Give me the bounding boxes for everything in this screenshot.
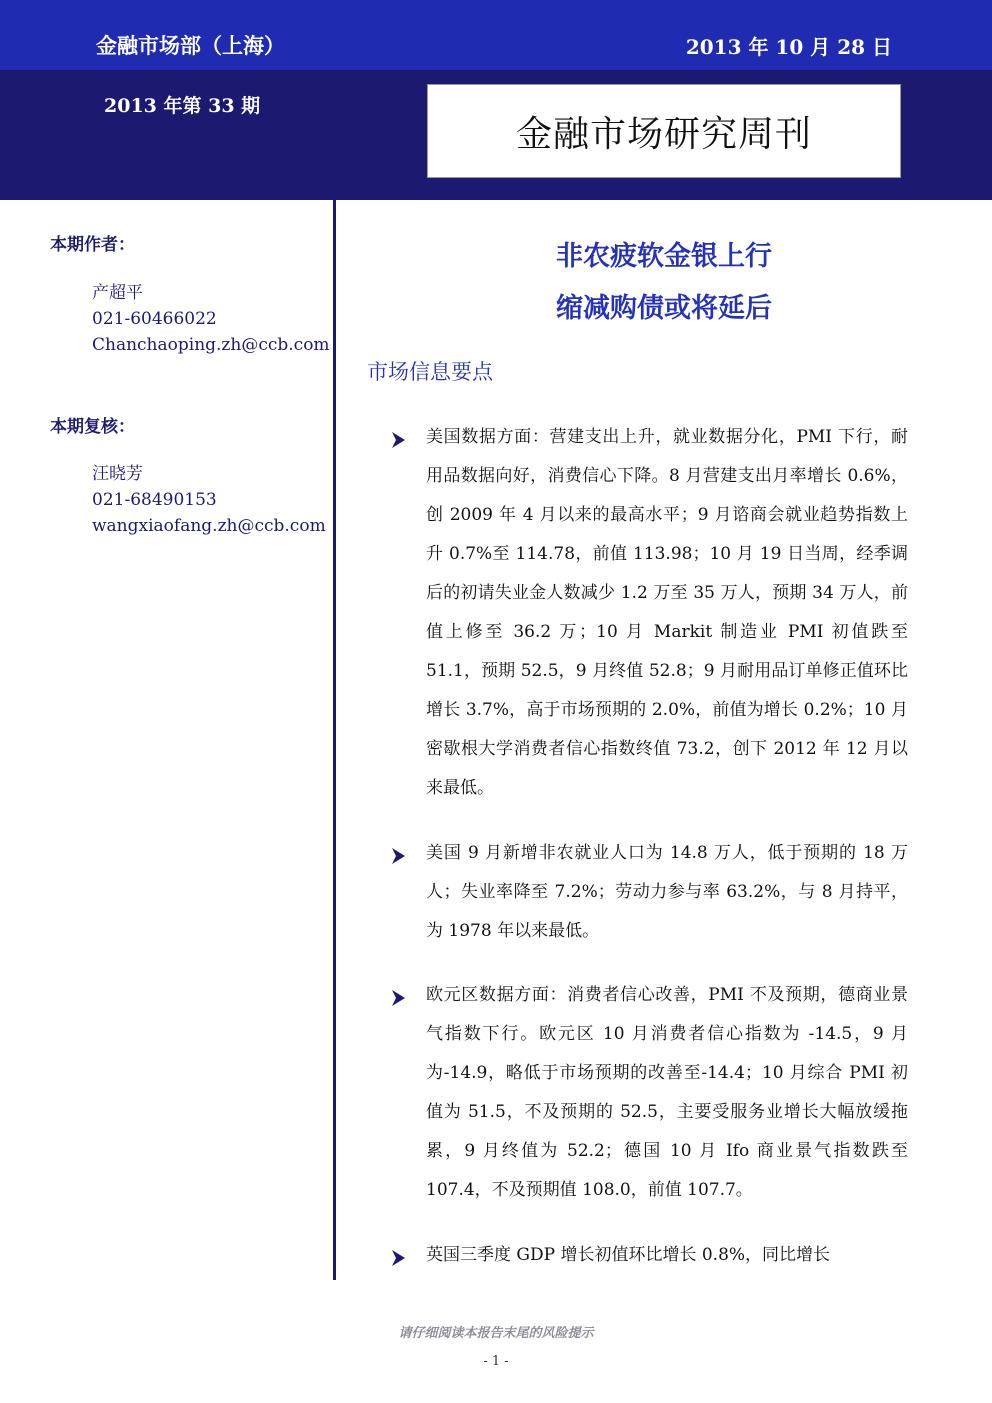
bullet-item bbox=[388, 976, 908, 1210]
author-info bbox=[92, 280, 330, 358]
bullet-text: 英国三季度 GDP 增长初值环比增长 0.8%，同比增长 bbox=[426, 1245, 831, 1265]
bullet-text: 美国数据方面：营建支出上升，就业数据分化，PMI 下行，耐用品数据向好，消费信心下降。8 月营建支出月率增长 0.6%，创 2009 年 4 月以来的最高水平；9 月谘商会就业趋势指数上升 0.7%至 114.78，前值 113.98；10 月 19 日当周，经季调后的初请失业金人数减少 1.2 万至 35 万人，预期 34 万人，前值上修至 36.2 万；10 月 Markit 制造业 PMI 初值跌至 51.1，预期 52.5，9 月终值 52.8；9 月耐用品订单修正值环比增长 3.7%，高于市场预期的 2.0%，前值为增长 0.2%；10 月密歇根大学消费者信心指数终值 73.2，创下 2012 年 12 月以来最低。 bbox=[426, 427, 908, 798]
reviewer-name: 汪晓芳 bbox=[92, 464, 143, 484]
arrow-bullet-icon bbox=[388, 1245, 408, 1271]
author-phone: 021-60466022 bbox=[92, 309, 217, 329]
department-name: 金融市场部（上海） bbox=[96, 34, 285, 58]
author-label: 本期作者： bbox=[50, 235, 135, 255]
author-email[interactable]: Chanchaoping.zh@ccb.com bbox=[92, 335, 330, 355]
publication-title-box bbox=[427, 84, 901, 178]
headline-line-1: 非农疲软金银上行 bbox=[556, 241, 772, 272]
bullet-item bbox=[388, 834, 908, 951]
bullet-text: 欧元区数据方面：消费者信心改善，PMI 不及预期，德商业景气指数下行。欧元区 10 月消费者信心指数为 -14.5，9 月为-14.9，略低于市场预期的改善至-14.4；10 月综合 PMI 初值为 51.5，不及预期的 52.5，主要受服务业增长大幅放缓拖累，9 月终值为 52.2；德国 10 月 Ifo 商业景气指数跌至 107.4，不及预期值 108.0，前值 107.7。 bbox=[426, 985, 908, 1200]
publication-title: 金融市场研究周刊 bbox=[515, 113, 812, 155]
bullet-item bbox=[388, 418, 908, 808]
bullet-item bbox=[388, 1236, 908, 1275]
headline-line-2: 缩减购债或将延后 bbox=[556, 293, 772, 324]
reviewer-email[interactable]: wangxiaofang.zh@ccb.com bbox=[92, 516, 326, 536]
reviewer-info bbox=[92, 461, 326, 539]
reviewer-phone: 021-68490153 bbox=[92, 490, 217, 510]
reviewer-label: 本期复核： bbox=[50, 417, 135, 437]
section-title: 市场信息要点 bbox=[367, 360, 493, 384]
arrow-bullet-icon bbox=[388, 427, 408, 453]
page-number: - 1 - bbox=[483, 1354, 509, 1369]
arrow-bullet-icon bbox=[388, 843, 408, 869]
report-date: 2013 年 10 月 28 日 bbox=[685, 35, 892, 59]
bullet-text: 美国 9 月新增非农就业人口为 14.8 万人，低于预期的 18 万人；失业率降至 7.2%；劳动力参与率 63.2%，与 8 月持平，为 1978 年以来最低。 bbox=[426, 843, 908, 941]
arrow-bullet-icon bbox=[388, 985, 408, 1011]
author-name: 产超平 bbox=[92, 283, 143, 303]
risk-notice: 请仔细阅读本报告末尾的风险提示 bbox=[398, 1326, 594, 1341]
column-divider bbox=[333, 200, 336, 1280]
issue-number: 2013 年第 33 期 bbox=[104, 95, 261, 117]
